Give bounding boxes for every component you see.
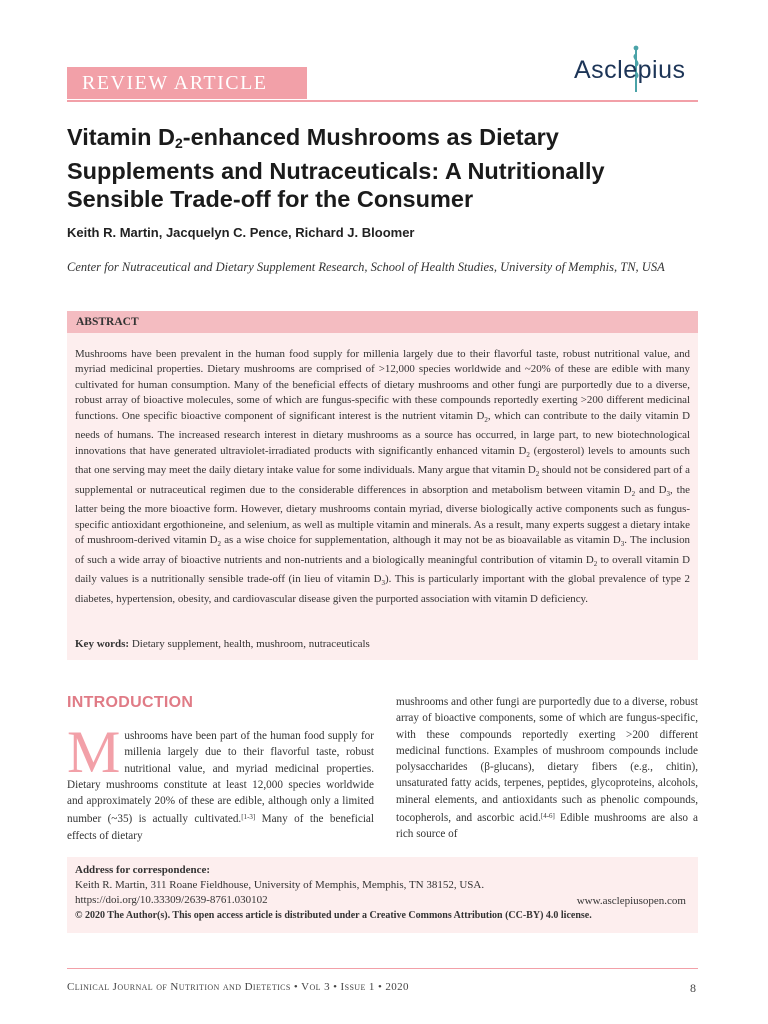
title-part: Vitamin D [67,124,175,150]
article-type-label: REVIEW ARTICLE [82,72,268,94]
drop-cap: M [67,719,121,785]
title-line: Supplements and Nutraceuticals: A Nutritionally [67,158,605,184]
correspondence-address: Keith R. Martin, 311 Roane Fieldhouse, University of Memphis, Memphis, TN 38152, USA. [75,879,485,891]
website-link[interactable]: www.asclepiusopen.com [576,895,686,907]
correspondence-box [67,857,698,933]
affiliation: Center for Nutraceutical and Dietary Supplement Research, School of Health Studies, University of Memphis, TN, USA [67,260,665,274]
citation-link[interactable]: [1-3] [241,813,256,822]
keywords [75,638,370,650]
correspondence-heading: Address for correspondence: [75,864,211,876]
page-number: 8 [690,981,696,995]
abstract-heading: ABSTRACT [76,316,139,328]
footer-divider [67,968,698,969]
author-list: Keith R. Martin, Jacquelyn C. Pence, Richard J. Bloomer [67,225,415,240]
citation-link[interactable]: [4-6] [540,812,555,821]
intro-column-left [67,719,374,844]
keywords-label: Key words: [75,638,130,650]
intro-text: ushrooms have been part of the human food supply for millenia largely due to their flavorful taste, robust nutritional value, and myriad medicinal properties. Dietary mushrooms constitute at least 12,000 species worldwide and approximately 20% of these are edible, although only a limited number (~35) is actually cultivated. [67,730,374,826]
section-heading-introduction: INTRODUCTION [67,694,194,711]
intro-text: Many of the beneficial effects of dietary [67,813,374,842]
publisher-logo [574,44,698,94]
abstract-heading-bar [67,311,698,333]
logo-wordmark: Asclepius [574,56,686,84]
doi-link[interactable]: https://doi.org/10.33309/2639-8761.030102 [75,894,268,906]
article-type-banner [67,67,307,99]
title-part: -enhanced Mushrooms as Dietary [182,124,559,150]
intro-text: mushrooms and other fungi are purportedly due to a diverse, robust array of bioactive components, some of which are fungus-specific, with these compounds reportedly exerting >200 different medicinal functions. Examples of mushroom compounds include polysaccharides (β-glucans), dietary fibers (e.g., chitin), unsaturated fatty acids, terpenes, peptides, glycoproteins, alcohols, mineral elements, and antioxidants such as phenolic compounds, tocopherols, and ascorbic acid. [396,696,698,825]
intro-column-right [396,694,698,843]
title-line: Sensible Trade-off for the Consumer [67,186,474,212]
header-divider [67,100,698,102]
intro-text: Edible mushrooms are also a rich source of [396,812,698,841]
abstract-text: Mushrooms have been prevalent in the human food supply for millenia largely due to their flavorful taste, robust nutritional value, and myriad medicinal properties. Dietary mushrooms are comprised of >12,000 species worldwide and ~20% of these are edible with many cultivated for human consumption. Many of the beneficial effects of dietary mushrooms and other fungi are purportedly due to a diverse, robust array of bioactive molecules, some of which are fungus-specific with these compounds reportedly exerting >200 different medicinal functions. One specific bioactive component of significant interest is the nutrient vitamin $D_2$, which can contribute to the daily vitamin D needs of humans. The increased research interest in dietary mushrooms as a source has occurred, in large part, to new biotechnological innovations that have generated ultraviolet-irradiated products with significantly enhanced vitamin $D_2$ (ergosterol) levels to amounts such that one serving may meet the daily dietary intake value for some individuals. Many argue that vitamin $D_2$ should not be considered part of a supplemental or nutraceutical regimen due to the considerable differences in absorption and metabolism between vitamin $D_2$ and $D_3$, the latter being the more bioactive form. However, dietary mushrooms contain myriad, diverse biologically active components such as fungus-specific antioxidant ergothioneine, and selenium, as well as multiple vitamin and minerals. As a result, many experts suggest a dietary intake of mushroom-derived vitamin $D_2$ as a wise choice for supplementation, although it may not be as bioavailable as vitamin $D_3$. The inclusion of such a wide array of bioactive nutrients and non-nutrients and a biologically meaningful contribution of vitamin $D_2$ to overall vitamin D daily values is a nutritionally sensible trade-off (in lieu of vitamin $D_3$). This is particularly important with the global prevalence of type 2 diabetes, hypertension, obesity, and cardiovascular disease given the purported association with vitamin D deficiency. [75,348,690,605]
journal-footer: Clinical Journal of Nutrition and Dietetics • Vol 3 • Issue 1 • 2020 [67,981,409,993]
keywords-list: Dietary supplement, health, mushroom, nutraceuticals [129,638,370,650]
article-title [67,123,707,213]
abstract-panel [67,333,698,660]
title-subscript: 2 [174,135,183,151]
license-notice: © 2020 The Author(s). This open access article is distributed under a Creative Commons Attribution (CC-BY) 4.0 license. [75,910,592,921]
